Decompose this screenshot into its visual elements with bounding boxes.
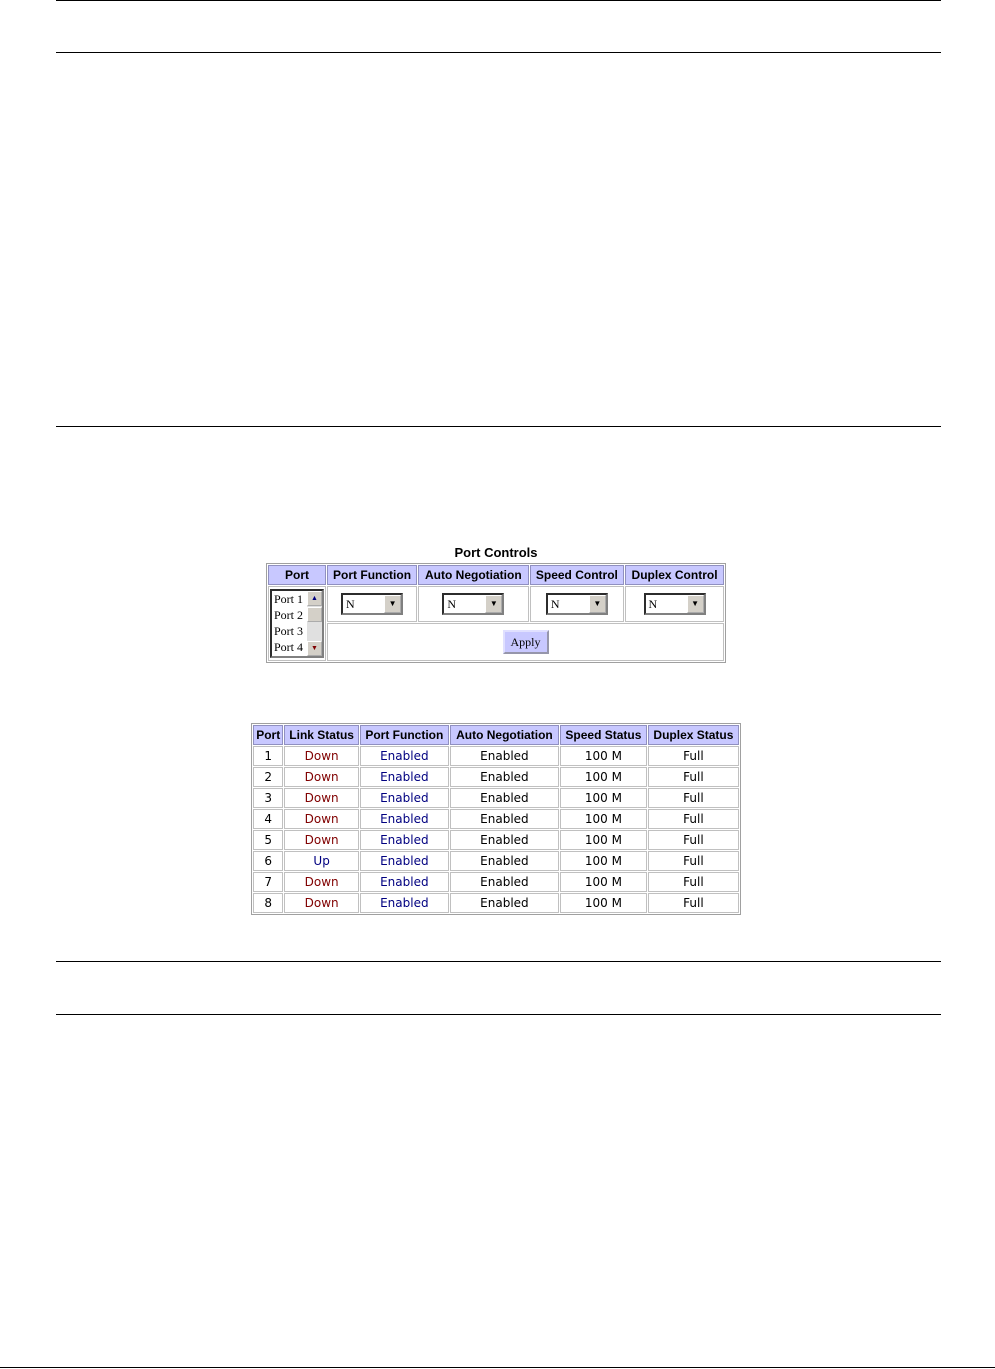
port-function-value: N — [346, 597, 355, 611]
duplex-status-cell: Full — [648, 872, 739, 892]
port-option-3[interactable]: Port 3 — [274, 624, 304, 638]
speed-control-select[interactable] — [546, 593, 608, 615]
header-port: Port — [268, 565, 326, 585]
status-header-auto-negotiation: Auto Negotiation — [450, 725, 559, 745]
status-header-speed-status: Speed Status — [560, 725, 647, 745]
port-controls-table — [266, 563, 726, 663]
table-row — [253, 872, 739, 892]
port-controls-apply-row — [268, 623, 724, 661]
link-status-cell: Down — [284, 746, 359, 766]
duplex-status-cell: Full — [648, 809, 739, 829]
port-controls-header-row — [268, 565, 724, 585]
table-row — [253, 788, 739, 808]
port-function-cell: Enabled — [360, 788, 449, 808]
port-list-cell — [268, 586, 326, 661]
port-listbox[interactable] — [270, 589, 324, 658]
auto-negotiation-cell: Enabled — [450, 746, 559, 766]
link-status-cell: Down — [284, 767, 359, 787]
auto-negotiation-cell: Enabled — [450, 788, 559, 808]
port-controls-select-row — [268, 586, 724, 622]
port-cell: 1 — [253, 746, 283, 766]
speed-status-cell: 100 M — [560, 830, 647, 850]
port-cell: 2 — [253, 767, 283, 787]
table-row — [253, 809, 739, 829]
port-listbox-scrollbar[interactable] — [307, 591, 322, 656]
scroll-up-arrow-icon[interactable]: ▲ — [307, 591, 322, 606]
port-cell: 3 — [253, 788, 283, 808]
link-status-cell: Up — [284, 851, 359, 871]
port-option-2[interactable]: Port 2 — [274, 608, 304, 622]
port-controls-title: Port Controls — [454, 545, 538, 560]
auto-negotiation-cell — [418, 586, 529, 622]
speed-status-cell: 100 M — [560, 872, 647, 892]
auto-negotiation-cell: Enabled — [450, 893, 559, 913]
auto-negotiation-value: N — [447, 597, 457, 611]
port-status-table — [251, 723, 741, 915]
speed-status-cell: 100 M — [560, 788, 647, 808]
header-duplex-control: Duplex Control — [625, 565, 724, 585]
link-status-cell: Down — [284, 788, 359, 808]
bottom-rule — [0, 1367, 995, 1368]
port-function-cell: Enabled — [360, 851, 449, 871]
scroll-down-arrow-icon[interactable]: ▼ — [307, 641, 322, 656]
apply-button[interactable]: Apply — [503, 630, 549, 654]
speed-control-value: N — [550, 597, 560, 611]
status-header-port-function: Port Function — [360, 725, 449, 745]
port-cell: 7 — [253, 872, 283, 892]
port-function-cell: Enabled — [360, 830, 449, 850]
port-function-cell: Enabled — [360, 893, 449, 913]
duplex-control-cell — [625, 586, 724, 622]
speed-status-cell: 100 M — [560, 893, 647, 913]
table-row — [253, 830, 739, 850]
speed-status-cell: 100 M — [560, 767, 647, 787]
header-auto-negotiation: Auto Negotiation — [418, 565, 529, 585]
section-rule-2 — [56, 961, 941, 962]
auto-negotiation-cell: Enabled — [450, 809, 559, 829]
table-row — [253, 767, 739, 787]
port-status-header-row — [253, 725, 739, 745]
chevron-down-icon[interactable]: ▼ — [687, 595, 704, 613]
table-row — [253, 746, 739, 766]
duplex-status-cell: Full — [648, 788, 739, 808]
chevron-down-icon[interactable]: ▼ — [589, 595, 606, 613]
link-status-cell: Down — [284, 809, 359, 829]
link-status-cell: Down — [284, 872, 359, 892]
status-header-port: Port — [253, 725, 283, 745]
port-status-body — [253, 746, 739, 913]
speed-status-cell: 100 M — [560, 746, 647, 766]
port-function-select[interactable] — [341, 593, 403, 615]
speed-control-cell — [530, 586, 624, 622]
duplex-status-cell: Full — [648, 830, 739, 850]
port-function-cell — [327, 586, 417, 622]
port-option-1[interactable]: Port 1 — [274, 592, 304, 606]
port-function-cell: Enabled — [360, 872, 449, 892]
top-rule-2 — [56, 52, 941, 53]
auto-negotiation-cell: Enabled — [450, 851, 559, 871]
port-cell: 5 — [253, 830, 283, 850]
chevron-down-icon[interactable]: ▼ — [485, 595, 502, 613]
speed-status-cell: 100 M — [560, 809, 647, 829]
auto-negotiation-cell: Enabled — [450, 830, 559, 850]
port-cell: 6 — [253, 851, 283, 871]
table-row — [253, 851, 739, 871]
status-header-duplex-status: Duplex Status — [648, 725, 739, 745]
port-function-cell: Enabled — [360, 809, 449, 829]
scroll-thumb[interactable] — [307, 607, 322, 622]
port-cell: 4 — [253, 809, 283, 829]
table-row — [253, 893, 739, 913]
duplex-control-value: N — [648, 597, 658, 611]
link-status-cell: Down — [284, 830, 359, 850]
port-cell: 8 — [253, 893, 283, 913]
header-port-function: Port Function — [327, 565, 417, 585]
auto-negotiation-cell: Enabled — [450, 872, 559, 892]
port-option-4[interactable]: Port 4 — [274, 640, 304, 654]
chevron-down-icon[interactable]: ▼ — [384, 595, 401, 613]
section-rule-3 — [56, 1014, 941, 1015]
section-rule-1 — [56, 426, 941, 427]
duplex-status-cell: Full — [648, 746, 739, 766]
header-speed-control: Speed Control — [530, 565, 624, 585]
speed-status-cell: 100 M — [560, 851, 647, 871]
auto-negotiation-cell: Enabled — [450, 767, 559, 787]
auto-negotiation-select[interactable] — [442, 593, 504, 615]
duplex-status-cell: Full — [648, 851, 739, 871]
status-header-link-status: Link Status — [284, 725, 359, 745]
duplex-status-cell: Full — [648, 767, 739, 787]
top-rule-1 — [56, 0, 941, 1]
duplex-control-select[interactable] — [644, 593, 706, 615]
port-function-cell: Enabled — [360, 767, 449, 787]
port-function-cell: Enabled — [360, 746, 449, 766]
duplex-status-cell: Full — [648, 893, 739, 913]
link-status-cell: Down — [284, 893, 359, 913]
apply-cell — [327, 623, 724, 661]
